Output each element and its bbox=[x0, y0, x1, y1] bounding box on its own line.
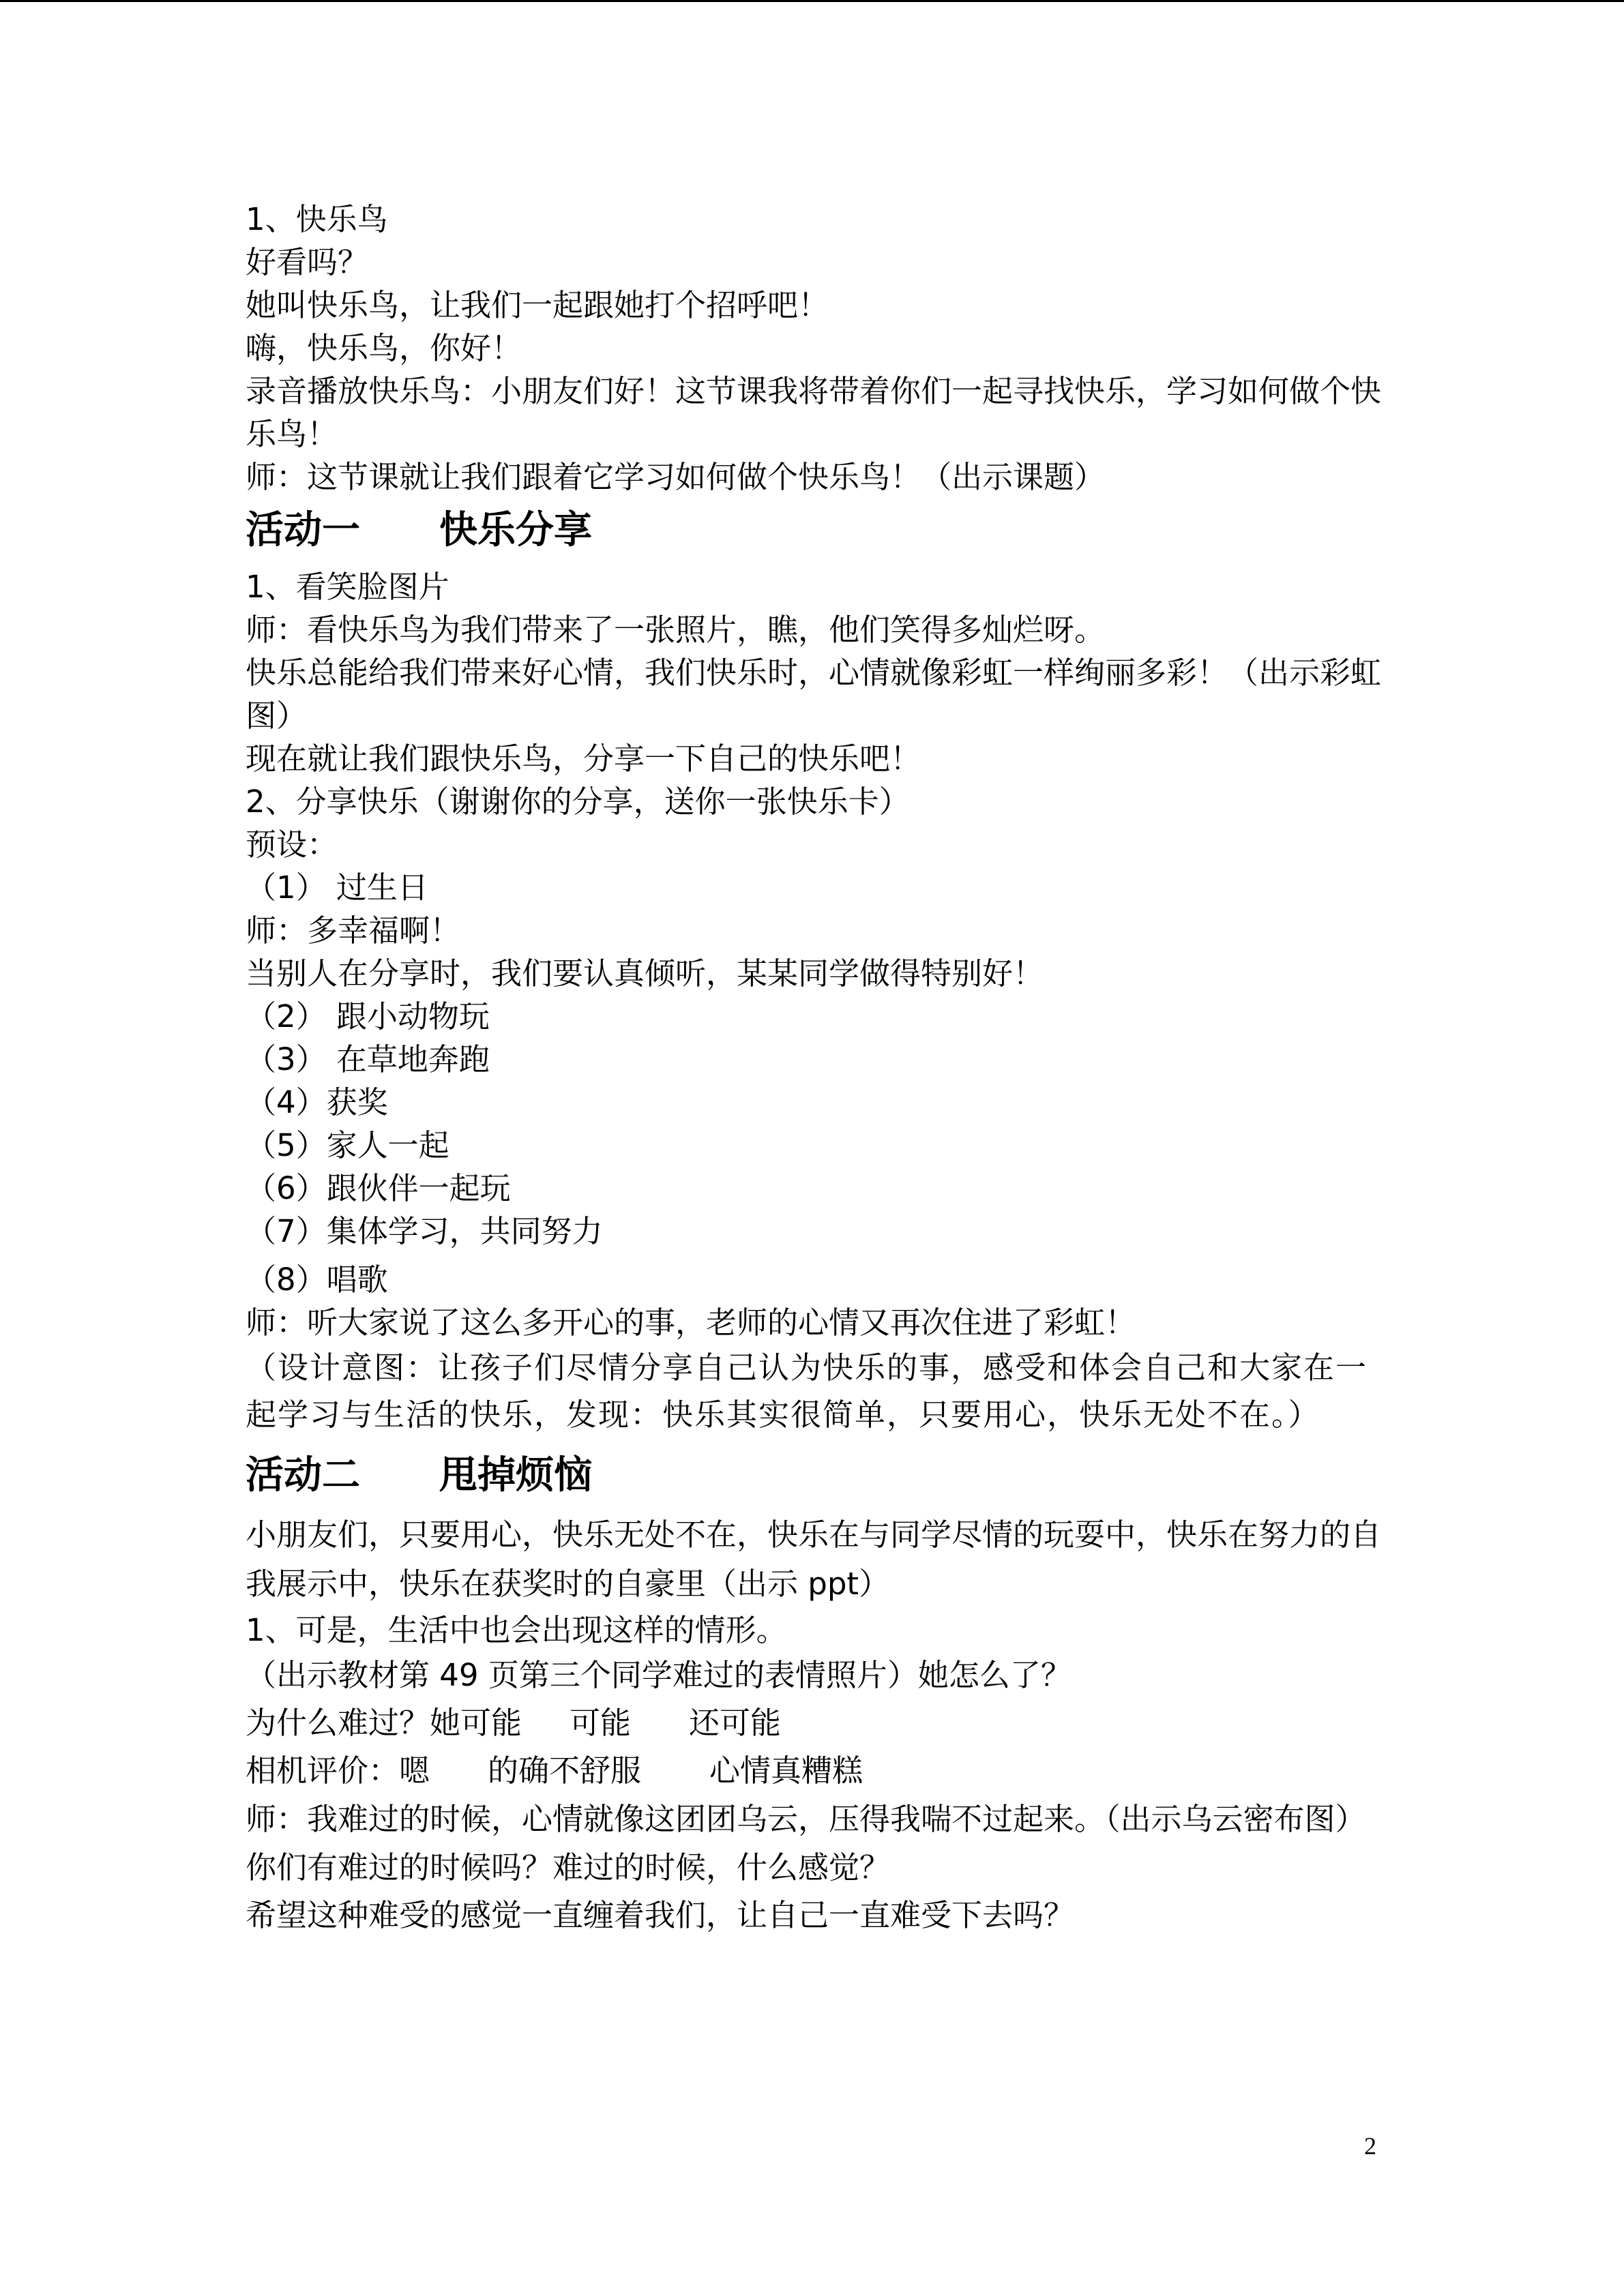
paragraph: 师：我难过的时候，心情就像这团团乌云，压得我喘不过起来。（出示乌云密布图） bbox=[246, 1801, 1366, 1837]
activity2-section bbox=[246, 1510, 1391, 1939]
paragraph: 现在就让我们跟快乐鸟，分享一下自己的快乐吧！ bbox=[246, 741, 921, 777]
list-item: （8）唱歌 bbox=[246, 1262, 388, 1298]
page-number: 2 bbox=[1364, 2132, 1376, 2160]
paragraph: 希望这种难受的感觉一直缠着我们，让自己一直难受下去吗？ bbox=[246, 1897, 1075, 1933]
paragraph: 你们有难过的时候吗？难过的时候，什么感觉？ bbox=[246, 1849, 891, 1885]
list-item: （6）跟伙伴一起玩 bbox=[246, 1170, 511, 1206]
paragraph: 快乐总能给我们带来好心情，我们快乐时，心情就像彩虹一样绚丽多彩！（出示彩虹图） bbox=[246, 655, 1382, 734]
paragraph: 师：这节课就让我们跟着它学习如何做个快乐鸟！（出示课题） bbox=[246, 459, 1106, 495]
activity1-title: 快乐分享 bbox=[439, 508, 592, 552]
activity1-label: 活动一 bbox=[246, 508, 360, 552]
paragraph: 小朋友们，只要用心，快乐无处不在，快乐在与同学尽情的玩耍中，快乐在努力的自我展示中，快乐在获奖时的自豪里（出示 ppt） bbox=[246, 1517, 1382, 1602]
list-item: （5）家人一起 bbox=[246, 1127, 449, 1163]
evaluation-row bbox=[246, 1747, 1391, 1795]
paragraph: 1、可是，生活中也会出现这样的情形。 bbox=[246, 1612, 787, 1648]
paragraph: 预设： bbox=[246, 826, 338, 863]
document-body bbox=[246, 198, 1391, 1939]
evaluation-3: 心情真糟糕 bbox=[709, 1753, 863, 1789]
paragraph: 当别人在分享时，我们要认真倾听，某某同学做得特别好！ bbox=[246, 955, 1044, 992]
list-item: （7）集体学习，共同努力 bbox=[246, 1213, 603, 1249]
evaluation-2: 的确不舒服 bbox=[488, 1753, 642, 1789]
list-item: （3） 在草地奔跑 bbox=[246, 1041, 490, 1077]
paragraph: 师：看快乐鸟为我们带来了一张照片，瞧，他们笑得多灿烂呀。 bbox=[246, 612, 1106, 648]
intro-section bbox=[246, 198, 1391, 498]
paragraph: 好看吗？ bbox=[246, 244, 369, 280]
paragraph: 1、看笑脸图片 bbox=[246, 569, 449, 605]
reason-2: 可能 bbox=[570, 1705, 632, 1741]
design-note: （设计意图：让孩子们尽情分享自己认为快乐的事，感受和体会自己和大家在一起学习与生活的快乐，发现：快乐其实很简单，只要用心，快乐无处不在。） bbox=[246, 1350, 1368, 1433]
paragraph: 2、分享快乐（谢谢你的分享，送你一张快乐卡） bbox=[246, 784, 910, 820]
paragraph: 师：听大家说了这么多开心的事，老师的心情又再次住进了彩虹！ bbox=[246, 1304, 1136, 1341]
list-item: （4）获奖 bbox=[246, 1084, 388, 1120]
top-border-line bbox=[0, 0, 1624, 2]
paragraph: 1、快乐鸟 bbox=[246, 201, 388, 237]
paragraph: 嗨，快乐鸟，你好！ bbox=[246, 330, 522, 366]
evaluation-1: 相机评价：嗯 bbox=[246, 1753, 430, 1789]
paragraph: 她叫快乐鸟，让我们一起跟她打个招呼吧！ bbox=[246, 287, 829, 323]
activity2-heading bbox=[246, 1453, 1391, 1498]
reason-row bbox=[246, 1699, 1391, 1747]
activity1-heading bbox=[246, 508, 1391, 553]
activity2-label: 活动二 bbox=[246, 1453, 360, 1497]
list-item: （2） 跟小动物玩 bbox=[246, 998, 490, 1034]
activity1-section bbox=[246, 565, 1391, 1438]
paragraph: （出示教材第 49 页第三个同学难过的表情照片）她怎么了？ bbox=[246, 1657, 1072, 1693]
paragraph: 师：多幸福啊！ bbox=[246, 912, 461, 949]
paragraph: 录音播放快乐鸟：小朋友们好！这节课我将带着你们一起寻找快乐，学习如何做个快乐鸟！ bbox=[246, 373, 1382, 452]
activity2-title: 甩掉烦恼 bbox=[439, 1453, 592, 1497]
list-item: （1） 过生日 bbox=[246, 869, 428, 906]
reason-3: 还可能 bbox=[689, 1705, 782, 1741]
reason-1: 为什么难过？她可能 bbox=[246, 1705, 522, 1741]
